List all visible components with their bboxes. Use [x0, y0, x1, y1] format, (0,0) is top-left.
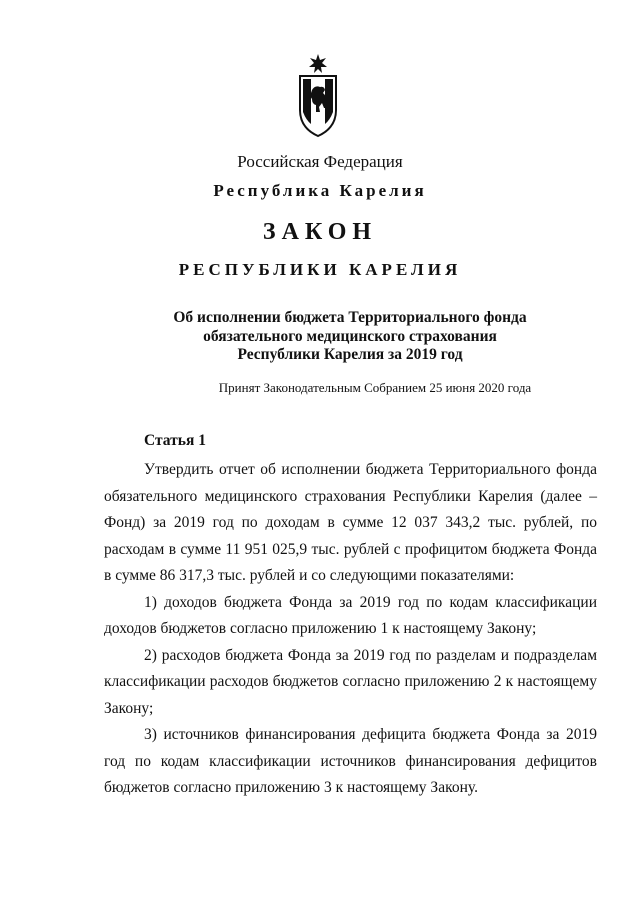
- law-subject-line: Об исполнении бюджета Территориального фонда: [173, 309, 527, 326]
- article-paragraph: Утвердить отчет об исполнении бюджета Территориального фонда обязательного медицинского страхования Республики Карелия (далее – Фонд) за 2019 год по доходам в сумме 12 037 343,2 тыс. рублей, по расходам в сумме 11 951 025,9 тыс. рублей с профицитом бюджета Фонда в сумме 86 317,3 тыс. рублей и со следующими показателями:: [104, 461, 597, 584]
- article-paragraph: 2) расходов бюджета Фонда за 2019 год по разделам и подразделам классификации расходов бюджетов согласно приложению 2 к настоящему Закону;: [104, 646, 597, 717]
- adoption-note: Принят Законодательным Собранием 25 июня 2020 года: [218, 380, 532, 395]
- coat-of-arms-icon: [297, 52, 339, 138]
- republic-name: Республика Карелия: [213, 181, 427, 200]
- law-subtitle: РЕСПУБЛИКИ КАРЕЛИЯ: [178, 260, 462, 279]
- article-paragraph: 3) источников финансирования дефицита бюджета Фонда за 2019 год по кодам классификации источников финансирования дефицитов бюджетов согласно приложению 3 к настоящему Закону.: [104, 726, 597, 796]
- article-body: [104, 457, 597, 802]
- article-paragraph: 1) доходов бюджета Фонда за 2019 год по кодам классификации доходов бюджетов согласно приложению 1 к настоящему Закону;: [104, 593, 597, 637]
- law-subject-line: обязательного медицинского страхования: [203, 327, 497, 345]
- law-subject: [150, 309, 550, 365]
- article-heading: Статья 1: [144, 432, 206, 449]
- law-title: ЗАКОН: [262, 219, 378, 245]
- country-name: Российская Федерация: [237, 152, 403, 171]
- law-subject-line: Республики Карелия за 2019 год: [237, 346, 463, 363]
